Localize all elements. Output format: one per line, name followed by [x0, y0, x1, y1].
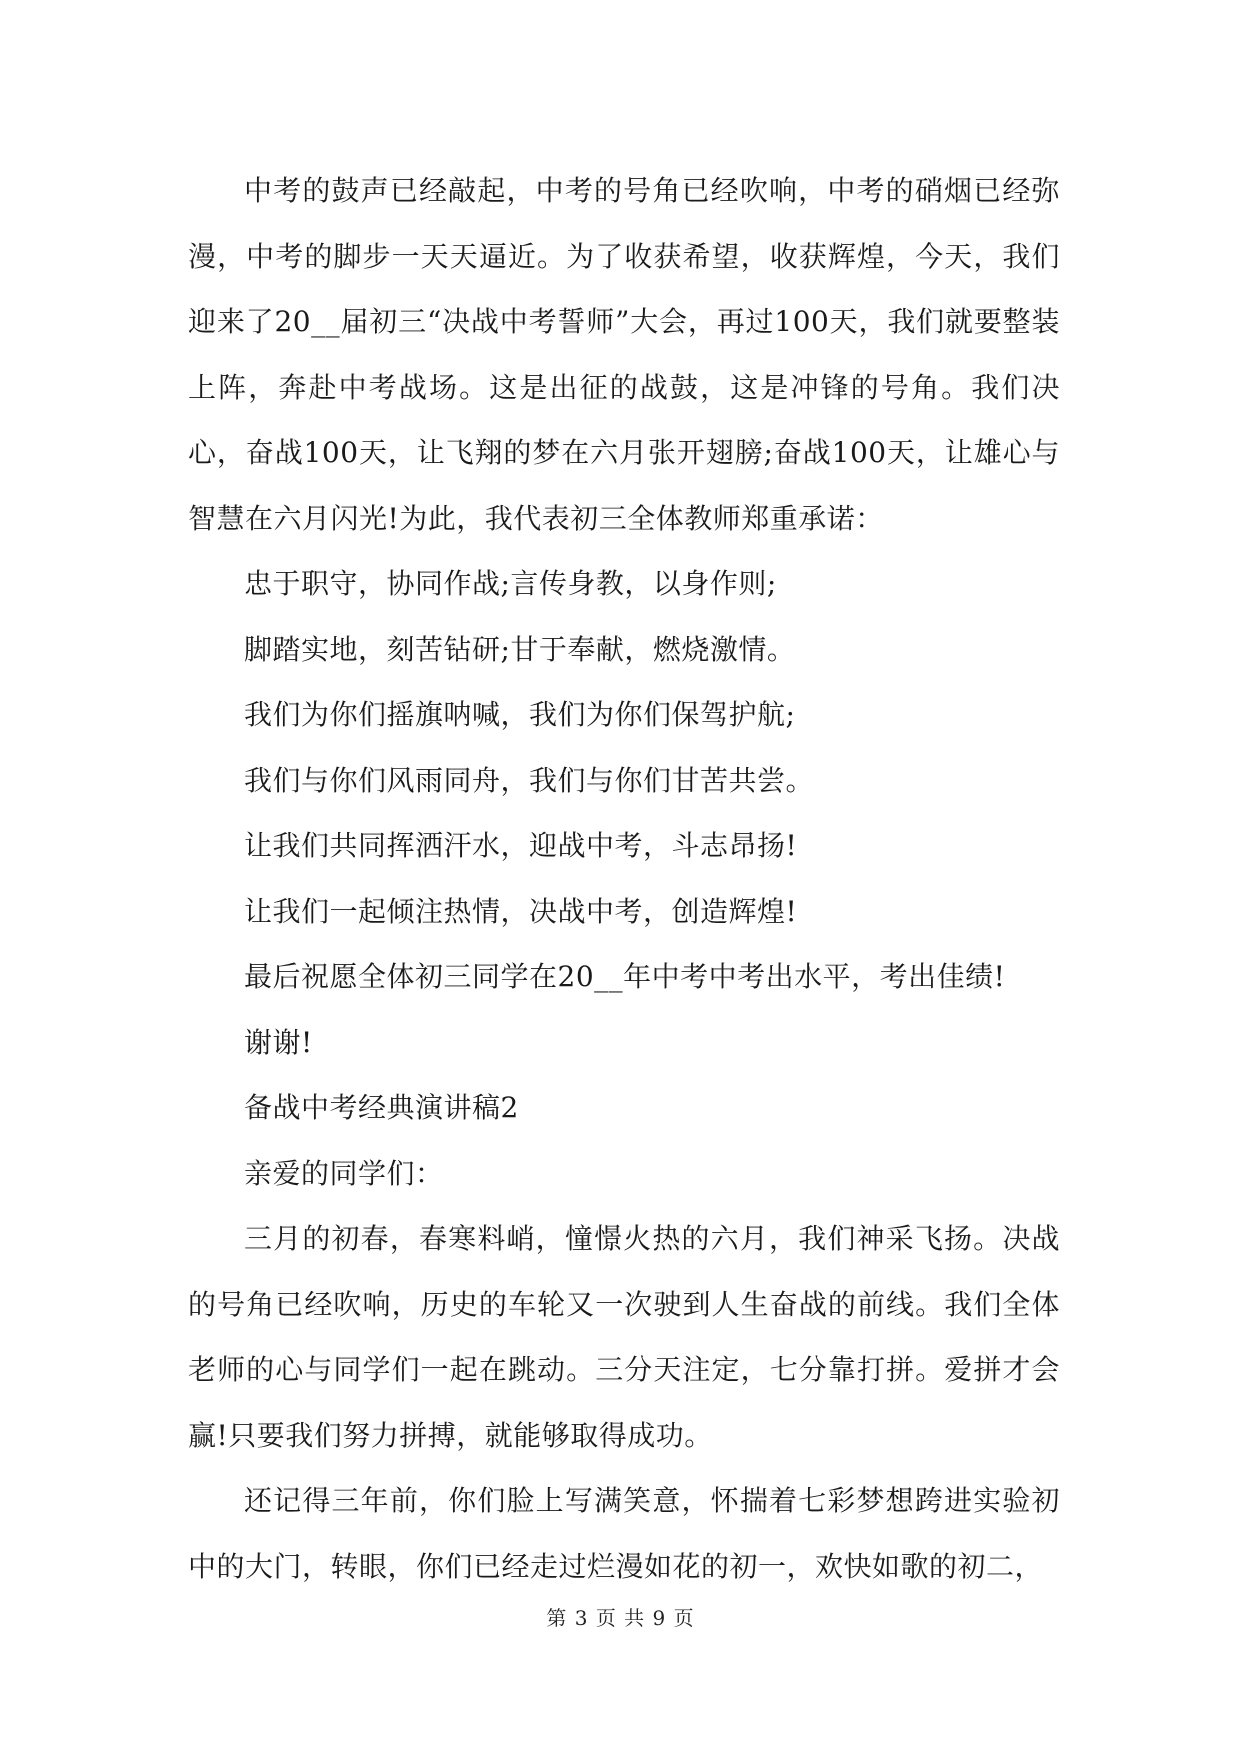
paragraph-pledge-2: 脚踏实地，刻苦钻研;甘于奉献，燃烧激情。 — [244, 632, 796, 666]
paragraph-pledge-3: 我们为你们摇旗呐喊，我们为你们保驾护航; — [244, 698, 796, 731]
paragraph-pledge-6: 让我们一起倾注热情，决战中考，创造辉煌! — [244, 894, 798, 928]
section-heading: 备战中考经典演讲稿2 — [244, 1091, 519, 1124]
paragraph-spring: 三月的初春，春寒料峭，憧憬火热的六月，我们神采飞扬。决战的号角已经吹响，历史的车轮又一次驶到人生奋战的前线。我们全体老师的心与同学们一起在跳动。三分天注定，七分靠打拼。爱拼才会赢!只要我们努力拼搏，就能够取得成功。 — [188, 1222, 1060, 1452]
paragraph-pledge-1: 忠于职守，协同作战;言传身教，以身作则; — [244, 567, 777, 600]
document-body — [188, 158, 1060, 1599]
paragraph-oath-intro: 中考的鼓声已经敲起，中考的号角已经吹响，中考的硝烟已经弥漫，中考的脚步一天天逼近。为了收获希望，收获辉煌，今天，我们迎来了20__届初三“决战中考誓师”大会，再过100天，我们就要整装上阵，奔赴中考战场。这是出征的战鼓，这是冲锋的号角。我们决心，奋战100天，让飞翔的梦在六月张开翅膀;奋战100天，让雄心与智慧在六月闪光!为此，我代表初三全体教师郑重承诺： — [188, 174, 1060, 535]
paragraph-salutation: 亲爱的同学们： — [244, 1156, 444, 1190]
paragraph-wishes: 最后祝愿全体初三同学在20__年中考中考出水平，考出佳绩! — [244, 960, 1006, 993]
paragraph-pledge-5: 让我们共同挥洒汗水，迎战中考，斗志昂扬! — [244, 829, 798, 862]
page-footer: 第 3 页 共 9 页 — [546, 1606, 695, 1630]
paragraph-thanks: 谢谢! — [244, 1025, 313, 1059]
paragraph-memory: 还记得三年前，你们脸上写满笑意，怀揣着七彩梦想跨进实验初中的大门，转眼，你们已经走过烂漫如花的初一，欢快如歌的初二， — [188, 1484, 1060, 1583]
paragraph-pledge-4: 我们与你们风雨同舟，我们与你们甘苦共尝。 — [244, 763, 815, 797]
